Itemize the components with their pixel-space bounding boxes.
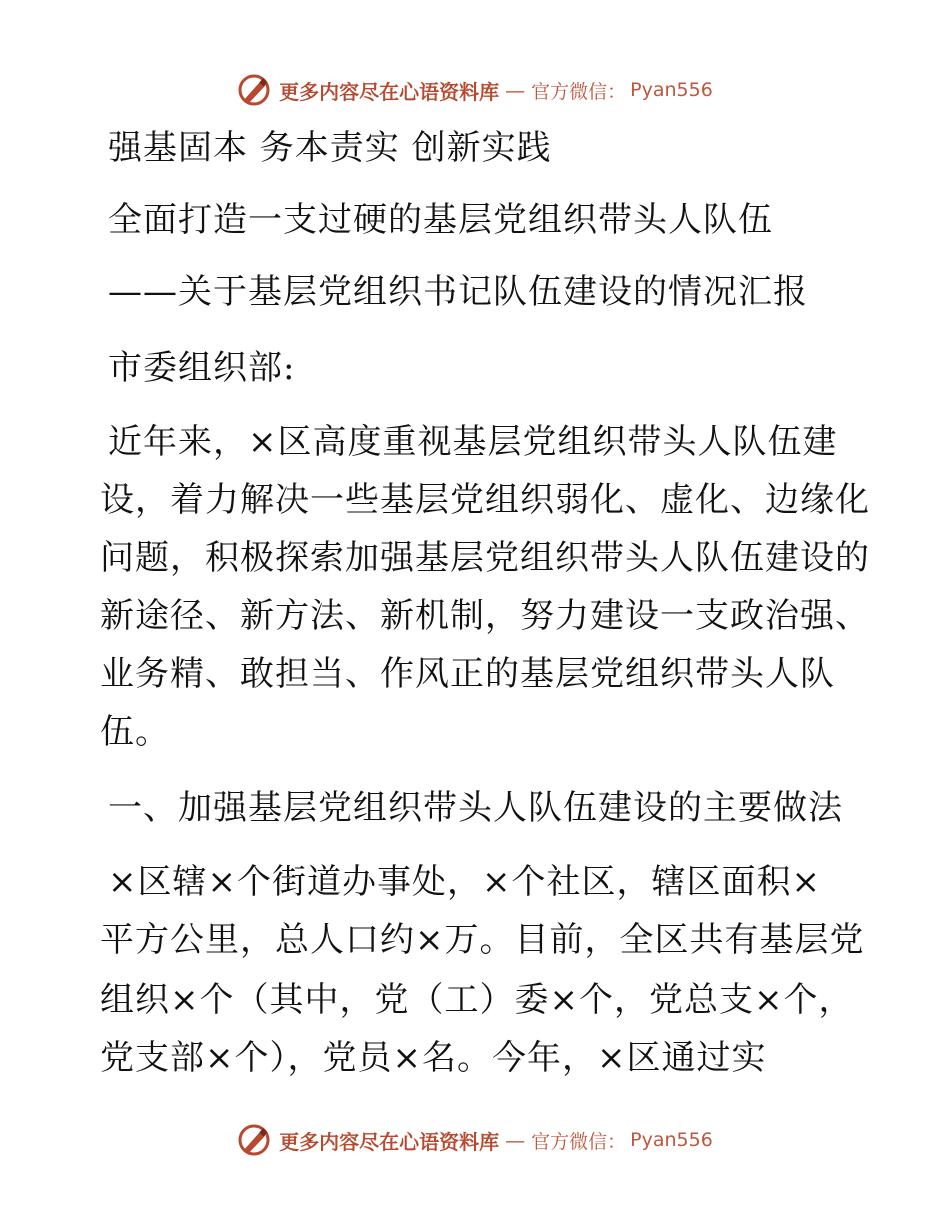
banner-wechat-handle: Pyan556 [630,1129,713,1151]
doc-subtitle: ——关于基层党组织书记队伍建设的情况汇报 [108,272,808,312]
paragraph-line: 组织×个（其中，党（工）委×个，党总支×个， [100,980,854,1020]
pen-logo-icon [237,73,271,107]
banner-brand-text: 更多内容尽在心语资料库 [279,1129,500,1154]
pen-logo-icon [237,1123,271,1157]
doc-addressee: 市委组织部: [108,348,296,388]
banner-wechat-label: 官方微信： [531,1130,627,1153]
paragraph-line: 设，着力解决一些基层党组织弱化、虚化、边缘化 [100,480,870,520]
paragraph-line: 近年来，×区高度重视基层党组织带头人队伍建 [108,422,838,462]
doc-heading-1: 强基固本 务本责实 创新实践 [108,128,552,168]
banner-dash: — [505,78,526,102]
banner-brand-text: 更多内容尽在心语资料库 [279,79,500,104]
paragraph-line: 伍。 [100,712,170,752]
doc-heading-2: 全面打造一支过硬的基层党组织带头人队伍 [108,200,773,240]
paragraph-line: 问题，积极探索加强基层党组织带头人队伍建设的 [100,538,870,578]
banner-dash: — [505,1128,526,1152]
header-banner [0,70,950,110]
banner-wechat-label: 官方微信： [531,80,627,103]
paragraph-line: 党支部×个），党员×名。今年，×区通过实 [100,1038,767,1078]
section-heading: 一、加强基层党组织带头人队伍建设的主要做法 [108,788,843,828]
paragraph-line: 业务精、敢担当、作风正的基层党组织带头人队 [100,654,835,694]
paragraph-line: 平方公里，总人口约×万。目前，全区共有基层党 [100,920,865,960]
banner-wechat-handle: Pyan556 [630,79,713,101]
paragraph-line: 新途径、新方法、新机制，努力建设一支政治强、 [100,596,870,636]
paragraph-line: ×区辖×个街道办事处，×个社区，辖区面积× [108,862,821,902]
footer-banner [0,1120,950,1160]
